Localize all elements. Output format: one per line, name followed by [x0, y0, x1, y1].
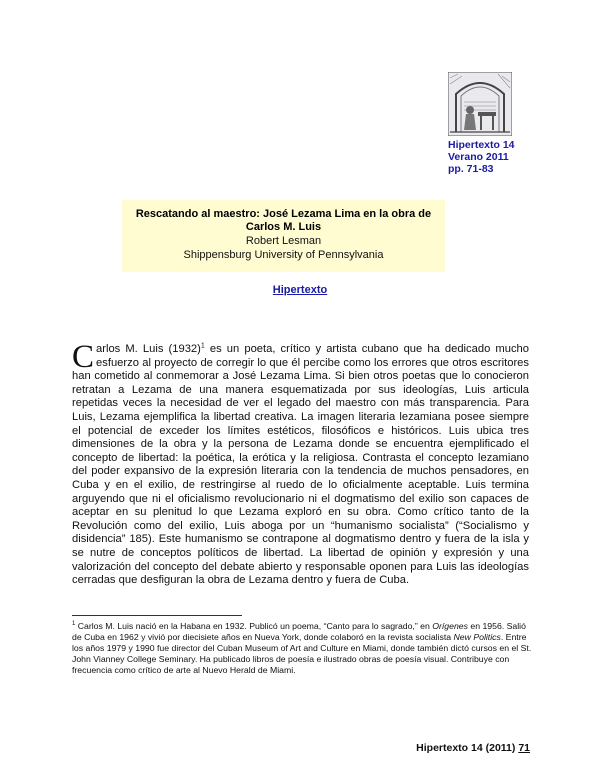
page-number[interactable]: 71	[518, 742, 530, 754]
footer-label: Hipertexto 14 (2011)	[416, 742, 519, 754]
footnote-italic-origenes: Orígenes	[432, 621, 468, 631]
author-affiliation: Shippensburg University of Pennsylvania	[183, 249, 384, 261]
article-body	[72, 339, 529, 588]
journal-info	[448, 139, 515, 175]
footnote-reference[interactable]: 1	[200, 342, 205, 350]
hipertexto-link[interactable]: Hipertexto	[272, 284, 328, 296]
drop-cap: C	[72, 339, 95, 375]
footnote-text-2: en 1956. Salió de Cuba en 1962 y vivió por diecisiete años en Nueva York, donde colaboró en la revista socialista	[72, 621, 526, 642]
journal-emblem-icon	[448, 72, 512, 136]
body-paragraph: es un poeta, crítico y artista cubano que ha dedicado mucho esfuerzo al proyecto de corregir lo que él percibe como los errores que otros escritores han cometido al conmemorar a José Lezama Lima. Si bien otros poetas que lo conocieron retratan a Lezama de una manera esquematizada por sus ideologías, Luis articula repetidas veces la necesidad de ver el legado del maestro con más transparencia. Para Luis, Lezama ejemplifica la libertad creativa. La imagen literaria lezamiana posee siempre el potencial de exceder los límites estéticos, filosóficos e históricos. Luis ubica tres dimensiones de la obra y la persona de Lezama donde se encuentra ejemplificado el concepto de libertad: la poética, la erótica y la religiosa. Contrasta el concepto lezamiano del poder expansivo de la expresión literaria con la tendencia de muchos pensadores, en Cuba y en el exilio, de restringirse al ruedo de lo oficialmente aceptable. Luis termina arguyendo que ni el oficialismo revolucionario ni el dogmatismo del exilio son capaces de aceptar en su plenitud lo que Lezama exploró en su obra. Como crítico tanto de la Revolución como del exilio, Luis aboga por un “humanismo socialista” (“Socialismo y disidencia” 185). Este humanismo se contrapone al dogmatismo dentro y fuera de la isla y se nutre de conceptos políticos de libertad. La libertad de opinión y expresión y una valorización del concepto del debate abierto y responsable oponen para Luis las ideologías cerradas que desfiguran la obra de Lezama dentro y fuera de Cuba.	[72, 343, 529, 587]
journal-pages: pp. 71-83	[448, 163, 494, 175]
footnote	[72, 621, 532, 676]
article-title: Rescatando al maestro: José Lezama Lima en la obra de Carlos M. Luis	[135, 208, 432, 233]
journal-issue: Verano 2011	[448, 151, 509, 163]
body-lead: arlos M. Luis (1932)	[96, 343, 201, 355]
footnote-italic-new-politics: New Politics	[453, 632, 501, 642]
title-block	[122, 200, 445, 272]
footnote-text-3: . Entre los años 1979 y 1990 fue director del Cuban Museum of Art and Culture en Miami, donde también dictó cursos en el St. John Vianney College Seminary. Ha publicado libros de poesía e ilustrado obras de poesía visual. Contribuye con frecuencia como crítico de arte al Nuevo Herald de Miami.	[72, 632, 532, 675]
page-footer	[400, 742, 530, 754]
article-author: Robert Lesman	[245, 235, 322, 247]
footnote-divider	[72, 615, 242, 616]
footnote-text-1: Carlos M. Luis nació en la Habana en 1932. Publicó un poema, “Canto para lo sagrado,” en	[75, 621, 433, 631]
footnote-marker: 1	[72, 621, 76, 628]
journal-name: Hipertexto 14	[448, 139, 515, 151]
